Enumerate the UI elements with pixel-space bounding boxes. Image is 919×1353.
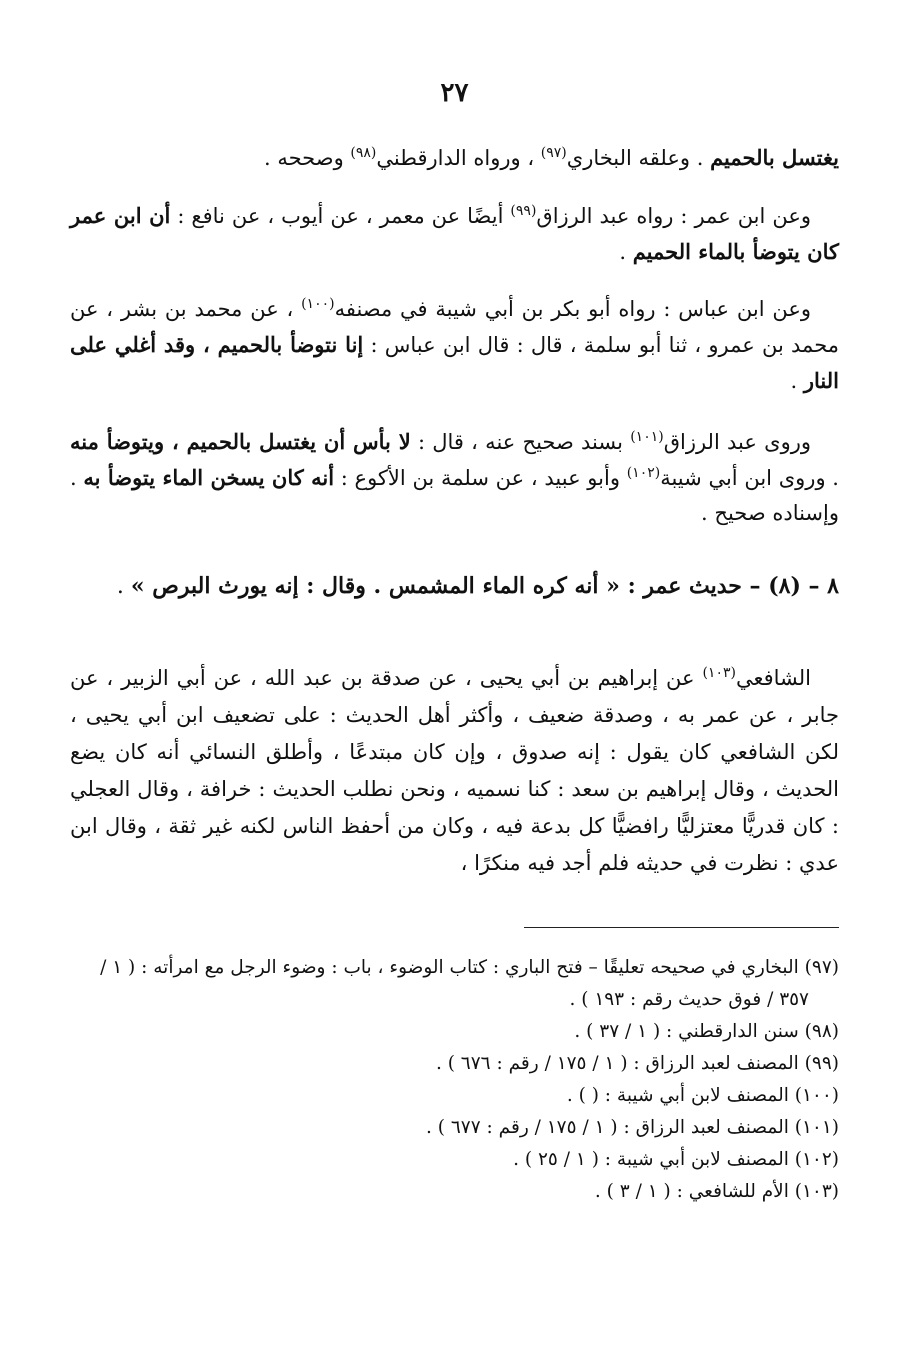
footnote-102: (١٠٢) المصنف لابن أبي شيبة : ( ١ / ٢٥ ) .: [513, 1149, 839, 1170]
bold-text: لا بأس أن يغتسل بالحميم ، ويتوضأ منه: [70, 429, 411, 454]
text-run: . وعلقه البخاري: [566, 146, 711, 170]
text-run: .: [619, 240, 633, 264]
paragraph-text: [70, 198, 839, 270]
bold-text: إنا نتوضأ بالحميم ، وقد أغلي على النار: [70, 332, 839, 393]
paragraph-3: [70, 292, 839, 399]
text-run: ، ورواه الدارقطني: [376, 146, 541, 170]
text-run: ، عن محمد بن بشر ، عن محمد بن عمرو ، ثنا أبو سلمة ، قال : قال ابن عباس :: [70, 297, 840, 357]
footnote-99: (٩٩) المصنف لعبد الرزاق : ( ١ / ١٧٥ / رقم : ٦٧٦ ) .: [435, 1053, 839, 1074]
text-run: وصححه .: [264, 146, 351, 170]
text-run: وأبو عبيد ، عن سلمة بن الأكوع :: [334, 466, 627, 490]
text-run: . وإسناده صحيح .: [70, 466, 839, 525]
text-run: أيضًا عن معمر ، عن أيوب ، عن نافع :: [170, 204, 511, 228]
page-number: ٢٧: [440, 78, 469, 108]
text-run: وعن ابن عمر : رواه عبد الرزاق: [536, 204, 811, 228]
paragraph-text: [70, 660, 839, 882]
footnote-marker: (١٠٠): [301, 296, 335, 312]
paragraph-text: [70, 140, 839, 176]
footnote-100: (١٠٠) المصنف لابن أبي شيبة : ( ) .: [566, 1085, 839, 1106]
text-run: .: [116, 574, 131, 599]
bold-text: أن ابن عمر كان يتوضأ بالماء الحميم: [70, 203, 839, 264]
text-run: وعن ابن عباس : رواه أبو بكر بن أبي شيبة في مصنفه: [334, 297, 811, 321]
paragraph-1: [70, 140, 839, 176]
footnote-98: (٩٨) سنن الدارقطني : ( ١ / ٣٧ ) .: [574, 1021, 839, 1042]
footnote-marker: (٩٧): [540, 145, 567, 161]
footnote-marker: (١٠٣): [702, 665, 736, 681]
document-page: [70, 0, 839, 1353]
footnote-marker: (٩٨): [350, 145, 377, 161]
footnote-97: (٩٧) البخاري في صحيحه تعليقًا – فتح الباري : كتاب الوضوء ، باب : وضوء الرجل مع امرأته : ( ١ / ٣٥٧ / فوق حديث رقم : ١٩٣ ) .: [100, 957, 839, 1010]
footnote-marker: (٩٩): [510, 203, 537, 219]
paragraph-text: [70, 424, 839, 531]
footnotes: [70, 952, 839, 1208]
text-run: . وروى ابن أبي شيبة: [660, 466, 839, 490]
paragraph-4: [70, 424, 839, 531]
bold-text: أنه كان يسخن الماء يتوضأ به: [83, 465, 335, 490]
paragraph-2: [70, 198, 839, 270]
paragraph-text: [70, 566, 839, 607]
footnote-101: (١٠١) المصنف لعبد الرزاق : ( ١ / ١٧٥ / رقم : ٦٧٧ ) .: [426, 1117, 839, 1138]
text-run: وروى عبد الرزاق: [663, 430, 811, 454]
footnote-marker: (١٠١): [630, 429, 664, 445]
text-run: الشافعي: [735, 666, 811, 690]
text-run: عن إبراهيم بن أبي يحيى ، عن صدقة بن عبد الله ، عن أبي الزبير ، عن جابر ، عن عمر به ، وصدقة ضعيف ، وأكثر أهل الحديث : على تضعيف ابن أبي يحيى ، لكن الشافعي كان يقول : إنه صدوق ، وإن كان مبتدعًا ، وأطلق النسائي أنه كان يضع الحديث ، وقال إبراهيم بن سعد : كنا نسميه ، ونحن نطلب الحديث : خرافة ، وقال العجلي : كان قدريًّا معتزليًّا رافضيًّا كل بدعة فيه ، وكان من أحفظ الناس لكنه غير ثقة ، وقال ابن عدي : نظرت في حديثه فلم أجد فيه منكرًا ،: [70, 666, 839, 875]
text-run: .: [790, 369, 804, 393]
footnote-divider: [524, 927, 839, 928]
paragraph-text: [70, 292, 839, 399]
footnote-103: (١٠٣) الأم للشافعي : ( ١ / ٣ ) .: [594, 1181, 839, 1202]
text-run: بسند صحيح عنه ، قال :: [410, 430, 631, 454]
bold-text: ٨ – (٨) – حديث عمر : « أنه كره الماء المشمس . وقال : إنه يورث البرص »: [130, 573, 839, 599]
hadith-heading: [70, 566, 839, 607]
bold-text: يغتسل بالحميم: [710, 145, 839, 170]
paragraph-5: [70, 660, 839, 882]
footnote-marker: (١٠٢): [626, 465, 661, 481]
